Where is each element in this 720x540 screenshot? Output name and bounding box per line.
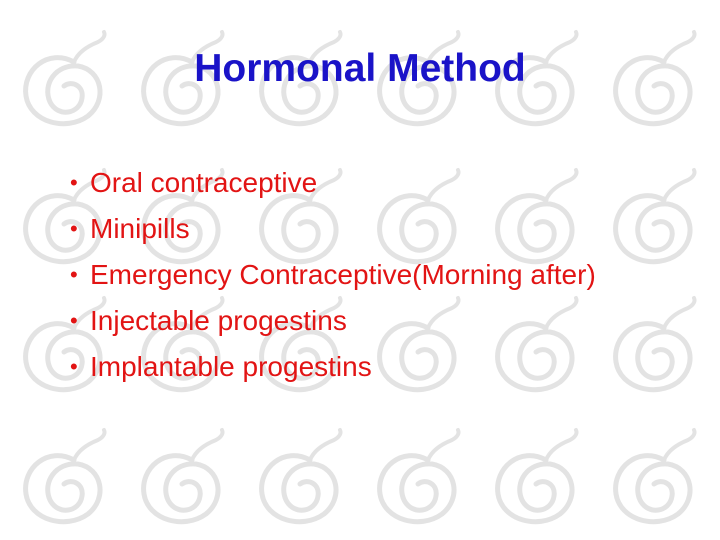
bullet-text: Oral contraceptive — [90, 167, 318, 198]
bullet-text: Minipills — [90, 213, 190, 244]
list-item — [70, 160, 710, 206]
list-item — [70, 206, 710, 252]
bullet-icon: • — [70, 262, 78, 287]
bullet-text: Injectable progestins — [90, 305, 347, 336]
list-item — [70, 298, 710, 344]
slide-title: Hormonal Method — [194, 47, 526, 90]
bullet-icon: • — [70, 354, 78, 379]
bullet-icon: • — [70, 216, 78, 241]
bullet-text: Implantable progestins — [90, 351, 372, 382]
bullet-list — [70, 160, 710, 390]
bullet-icon: • — [70, 308, 78, 333]
bullet-text: Emergency Contraceptive(Morning after) — [90, 259, 596, 290]
list-item — [70, 344, 710, 390]
bullet-icon: • — [70, 170, 78, 195]
list-item — [70, 252, 710, 298]
